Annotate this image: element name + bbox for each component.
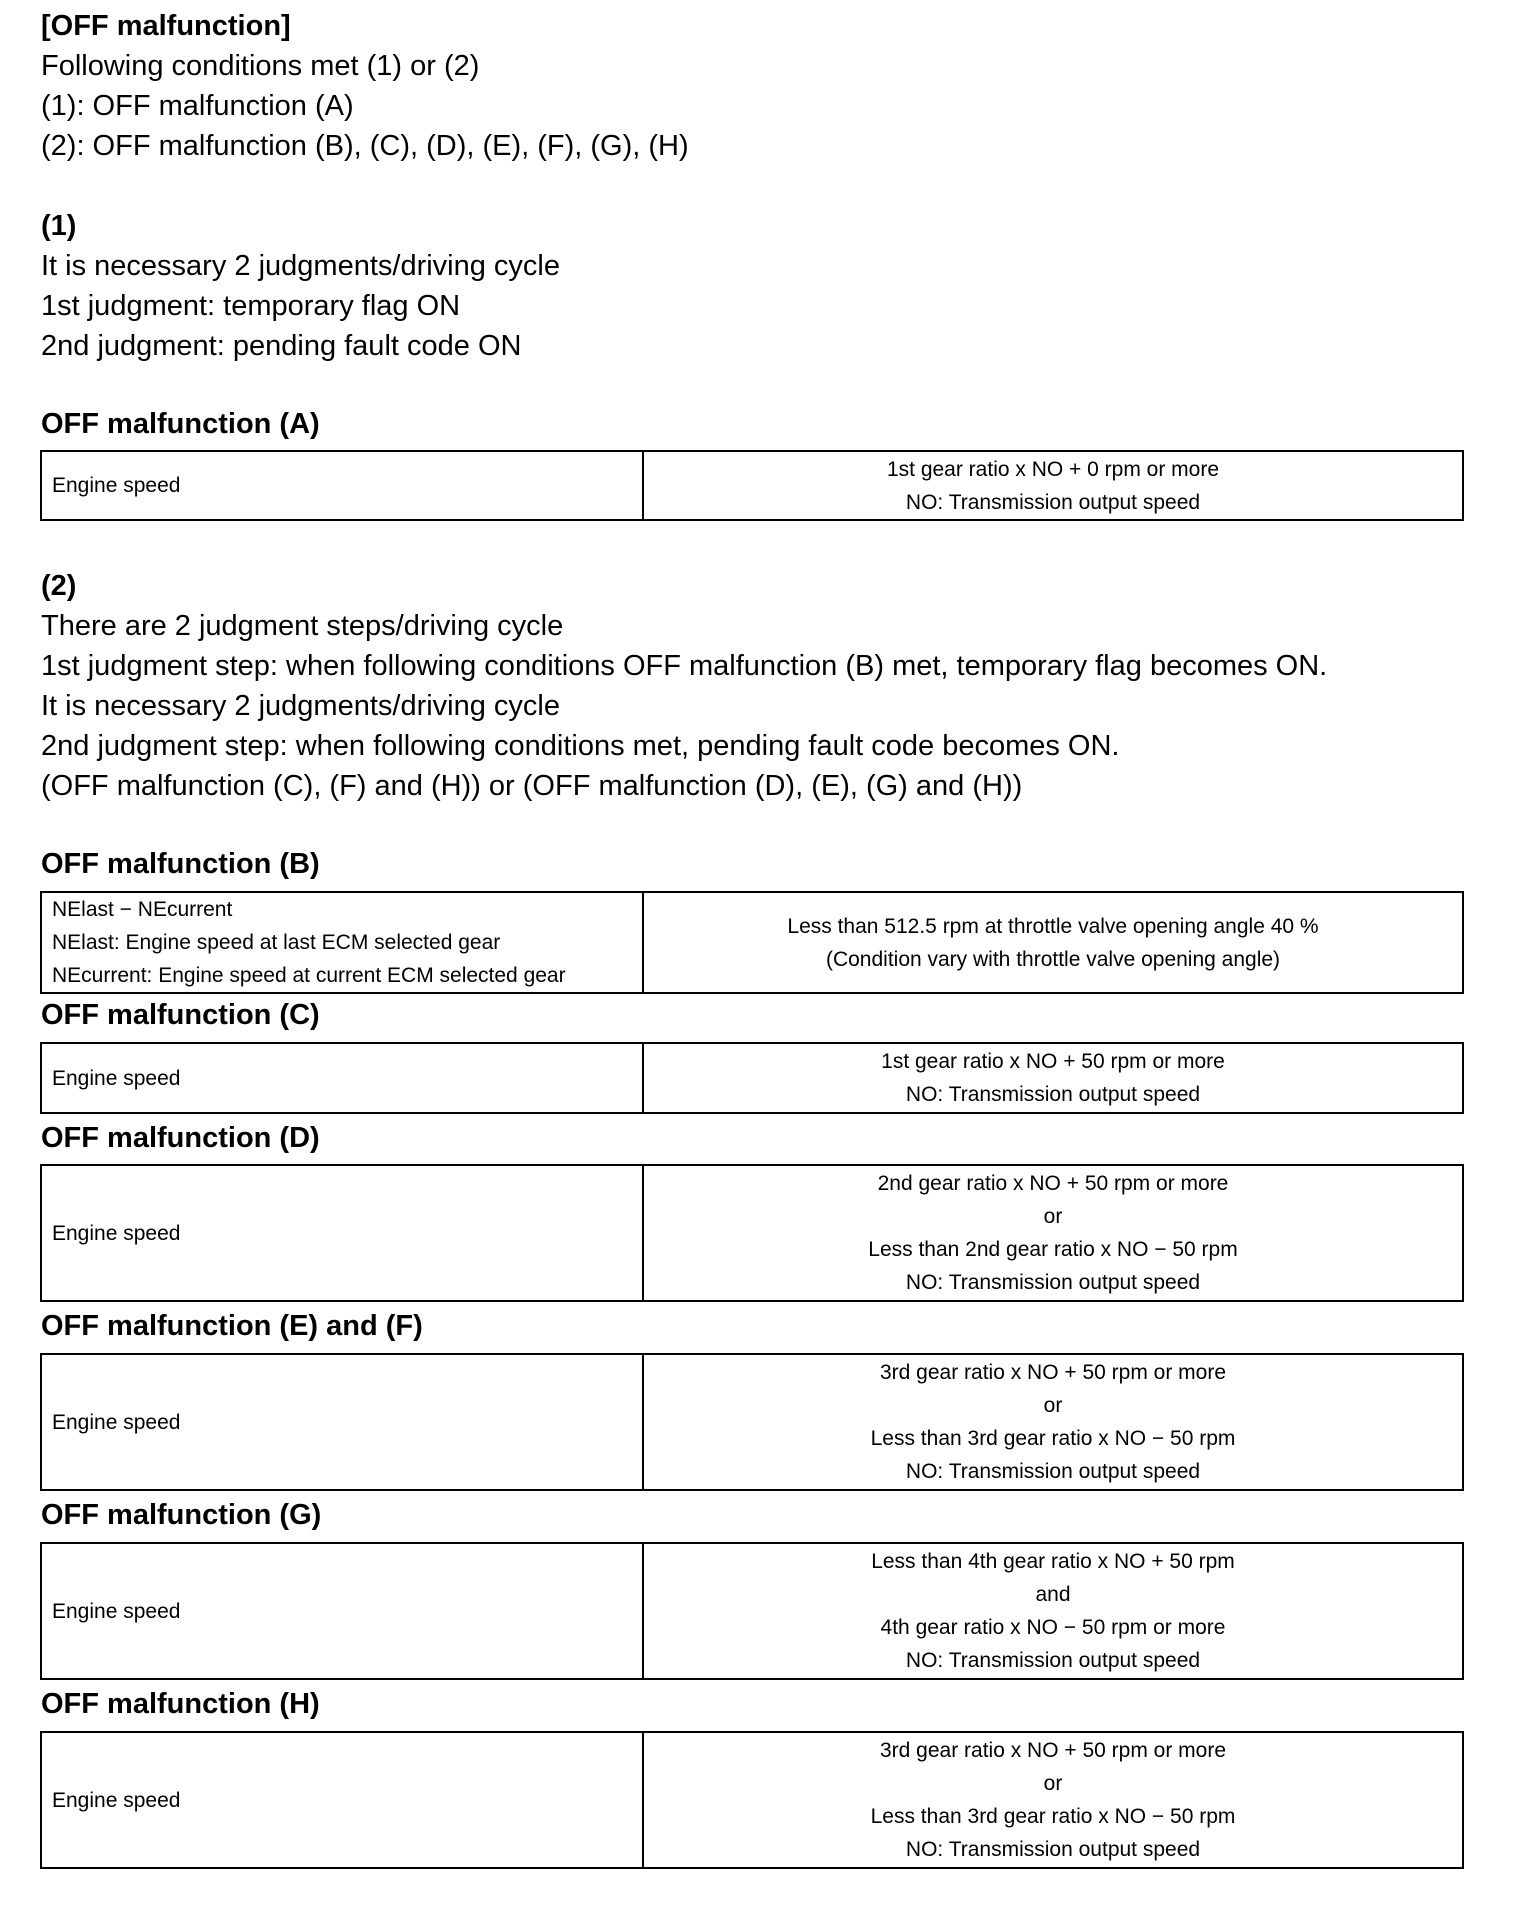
table-row — [41, 1043, 1463, 1113]
table-a — [40, 450, 1464, 521]
section-1-line: It is necessary 2 judgments/driving cycle — [41, 250, 560, 282]
table-c — [40, 1042, 1464, 1114]
condition-value: Less than 3rd gear ratio x NO − 50 rpm — [870, 1427, 1236, 1450]
condition-value: 2nd gear ratio x NO + 50 rpm or more — [877, 1172, 1229, 1195]
condition-value-cell — [643, 451, 1463, 520]
document-heading: [OFF malfunction] — [41, 10, 291, 42]
condition-label: Engine speed — [52, 1410, 181, 1434]
section-2-line: 1st judgment step: when following conditions OFF malfunction (B) met, temporary flag becomes ON. — [41, 650, 1328, 682]
condition-label: Engine speed — [52, 1221, 181, 1245]
section-1-line: 1st judgment: temporary flag ON — [41, 290, 461, 322]
intro-line: (1): OFF malfunction (A) — [41, 90, 354, 122]
table-d-title: OFF malfunction (D) — [41, 1122, 320, 1154]
table-row — [41, 892, 1463, 993]
table-b — [40, 891, 1464, 994]
condition-value: 1st gear ratio x NO + 50 rpm or more — [881, 1050, 1225, 1073]
condition-value-cell — [643, 1354, 1463, 1490]
condition-value: Less than 2nd gear ratio x NO − 50 rpm — [868, 1238, 1238, 1261]
condition-label: NEcurrent: Engine speed at current ECM selected gear — [52, 964, 566, 987]
table-row — [41, 1732, 1463, 1868]
condition-note: (Condition vary with throttle valve opening angle) — [825, 947, 1281, 971]
table-row — [41, 451, 1463, 520]
condition-label: NElast − NEcurrent — [52, 898, 233, 921]
condition-label-cell — [41, 1732, 643, 1868]
condition-value: 3rd gear ratio x NO + 50 rpm or more — [879, 1361, 1227, 1384]
table-ef-title: OFF malfunction (E) and (F) — [41, 1310, 423, 1342]
table-h-title: OFF malfunction (H) — [41, 1688, 320, 1720]
condition-value: 3rd gear ratio x NO + 50 rpm or more — [879, 1739, 1227, 1762]
condition-note: NO: Transmission output speed — [905, 1460, 1201, 1483]
condition-value-cell — [643, 892, 1463, 993]
section-2-line: (OFF malfunction (C), (F) and (H)) or (OFF malfunction (D), (E), (G) and (H)) — [41, 770, 1023, 802]
condition-note: NO: Transmission output speed — [905, 1649, 1201, 1672]
condition-label: Engine speed — [52, 1599, 181, 1623]
section-1-label: (1) — [41, 210, 77, 242]
condition-value: 1st gear ratio x NO + 0 rpm or more — [886, 457, 1220, 481]
condition-value-cell — [643, 1043, 1463, 1113]
condition-label-cell — [41, 892, 643, 993]
condition-label-cell — [41, 451, 643, 520]
condition-note: NO: Transmission output speed — [905, 1271, 1201, 1294]
condition-value: Less than 512.5 rpm at throttle valve opening angle 40 % — [787, 914, 1319, 938]
table-row — [41, 1354, 1463, 1490]
section-2-line: It is necessary 2 judgments/driving cycle — [41, 690, 560, 722]
condition-connector: or — [1043, 1772, 1063, 1795]
section-1-line: 2nd judgment: pending fault code ON — [41, 330, 522, 362]
condition-label: Engine speed — [52, 474, 181, 497]
condition-connector: or — [1043, 1205, 1063, 1228]
condition-note: NO: Transmission output speed — [905, 1083, 1201, 1106]
condition-label: NElast: Engine speed at last ECM selected gear — [52, 931, 501, 954]
table-b-title: OFF malfunction (B) — [41, 848, 320, 880]
condition-value-cell — [643, 1543, 1463, 1679]
condition-label-cell — [41, 1043, 643, 1113]
table-row — [41, 1165, 1463, 1301]
condition-value: 4th gear ratio x NO − 50 rpm or more — [880, 1616, 1226, 1639]
table-g-title: OFF malfunction (G) — [41, 1499, 322, 1531]
intro-line: (2): OFF malfunction (B), (C), (D), (E), (F), (G), (H) — [41, 130, 689, 162]
condition-value: Less than 3rd gear ratio x NO − 50 rpm — [870, 1805, 1236, 1828]
table-a-title: OFF malfunction (A) — [41, 408, 320, 440]
condition-connector: and — [1035, 1583, 1071, 1606]
table-c-title: OFF malfunction (C) — [41, 999, 320, 1031]
table-d — [40, 1164, 1464, 1302]
table-ef — [40, 1353, 1464, 1491]
section-2-line: 2nd judgment step: when following conditions met, pending fault code becomes ON. — [41, 730, 1120, 762]
condition-note: NO: Transmission output speed — [905, 490, 1201, 514]
condition-value-cell — [643, 1732, 1463, 1868]
section-2-line: There are 2 judgment steps/driving cycle — [41, 610, 564, 642]
table-g — [40, 1542, 1464, 1680]
condition-label-cell — [41, 1165, 643, 1301]
condition-connector: or — [1043, 1394, 1063, 1417]
condition-label: Engine speed — [52, 1788, 181, 1812]
table-h — [40, 1731, 1464, 1869]
condition-value: Less than 4th gear ratio x NO + 50 rpm — [871, 1550, 1235, 1573]
table-row — [41, 1543, 1463, 1679]
condition-note: NO: Transmission output speed — [905, 1838, 1201, 1861]
intro-line: Following conditions met (1) or (2) — [41, 50, 480, 82]
condition-label-cell — [41, 1543, 643, 1679]
section-2-label: (2) — [41, 570, 77, 602]
condition-label: Engine speed — [52, 1066, 181, 1090]
condition-value-cell — [643, 1165, 1463, 1301]
condition-label-cell — [41, 1354, 643, 1490]
